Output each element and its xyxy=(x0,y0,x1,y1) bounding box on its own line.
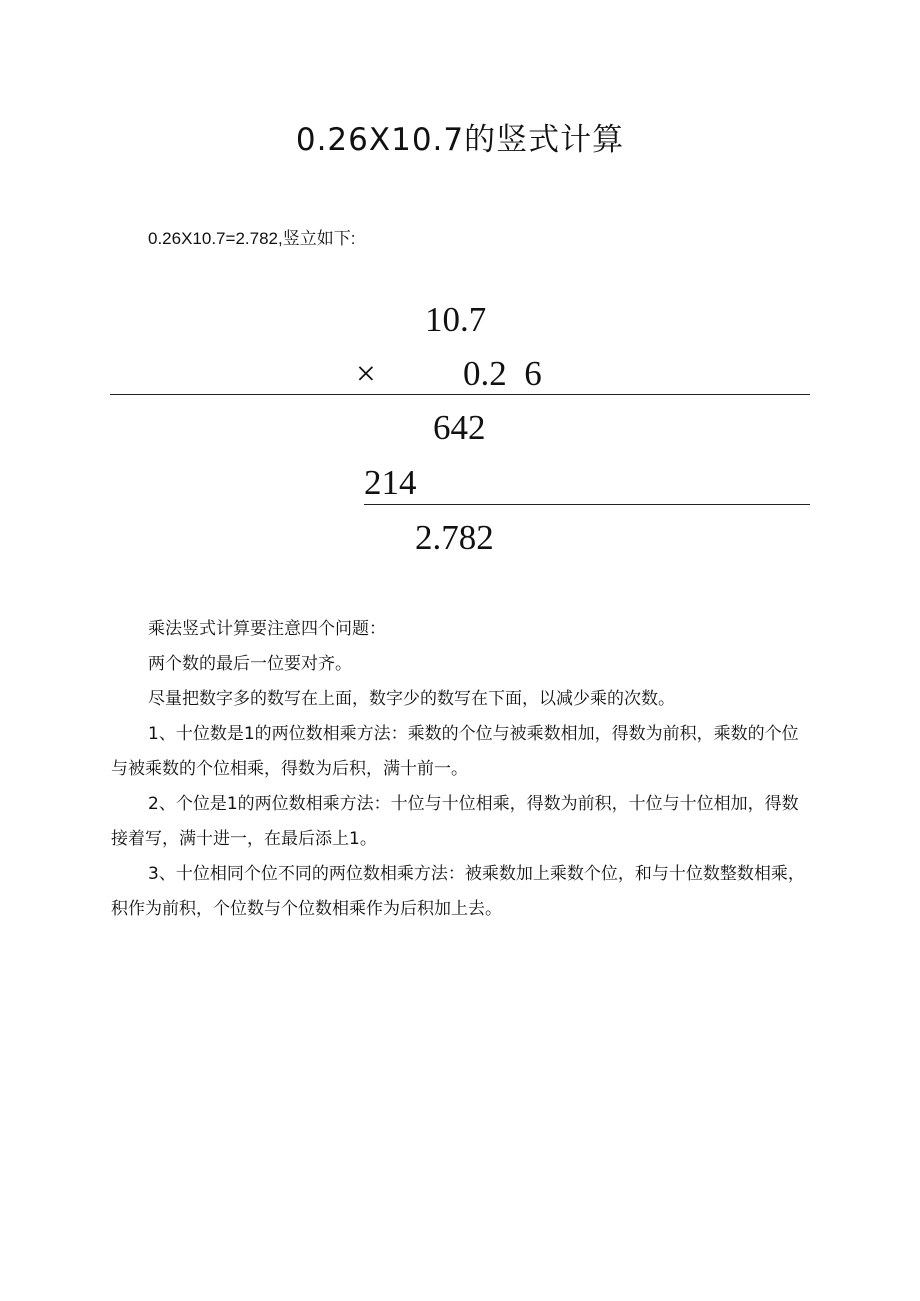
multiply-sign: × xyxy=(356,354,376,393)
notes-section xyxy=(111,612,811,927)
page-title: 0.26X10.7的竖式计算 xyxy=(295,122,625,158)
partial-product-2: 214 xyxy=(364,463,417,502)
note-paragraph: 1、十位数是1的两位数相乘方法：乘数的个位与被乘数相加，得数为前积，乘数的个位与被乘数的个位相乘，得数为后积，满十前一。 xyxy=(111,724,799,779)
multiplicand: 10.7 xyxy=(425,300,487,339)
note-paragraph: 3、十位相同个位不同的两位数相乘方法：被乘数加上乘数个位，和与十位数整数相乘，积作为前积，个位数与个位数相乘作为后积加上去。 xyxy=(111,864,805,919)
note-paragraph: 2、个位是1的两位数相乘方法：十位与十位相乘，得数为前积，十位与十位相加，得数接着写，满十进一，在最后添上1。 xyxy=(111,794,799,849)
multiplier: 0.2 6 xyxy=(463,354,542,393)
calc-rule-bottom xyxy=(364,504,810,505)
note-paragraph: 尽量把数字多的数写在上面，数字少的数写在下面，以减少乘的次数。 xyxy=(148,689,675,709)
partial-product-1: 642 xyxy=(433,408,486,447)
note-paragraph: 两个数的最后一位要对齐。 xyxy=(148,654,352,674)
calc-rule-top xyxy=(110,394,810,395)
intro-line: 0.26X10.7=2.782,竖立如下: xyxy=(148,229,356,248)
notes-heading: 乘法竖式计算要注意四个问题： xyxy=(148,619,386,639)
final-product: 2.782 xyxy=(415,518,494,557)
